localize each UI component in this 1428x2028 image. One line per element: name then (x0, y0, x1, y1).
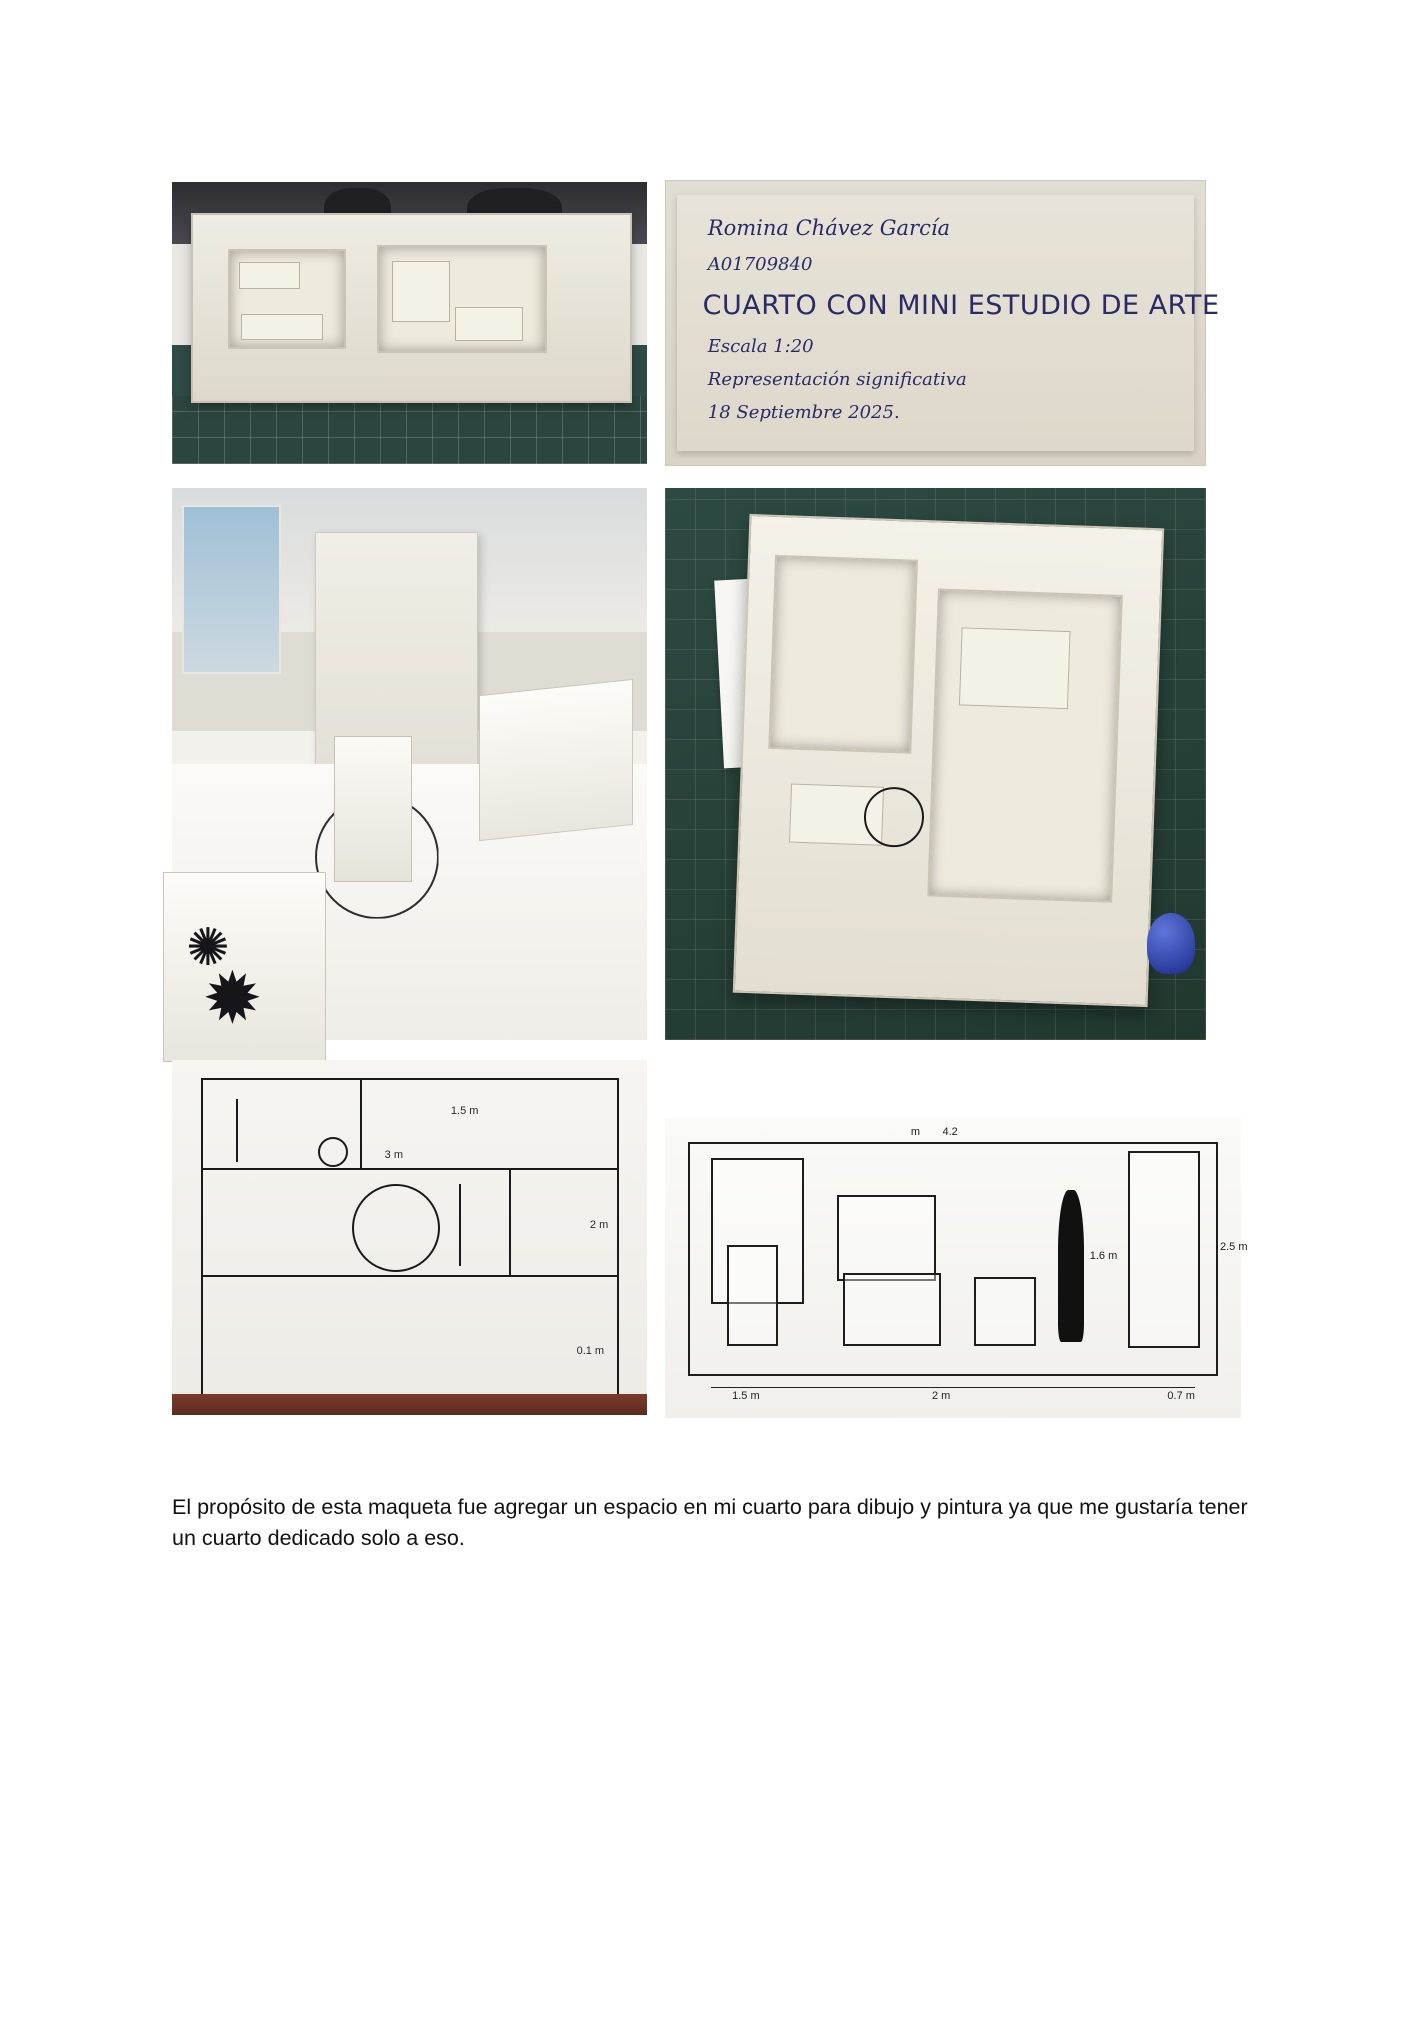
blue-object (1147, 913, 1196, 974)
model-opening-right (377, 245, 547, 353)
photo-title-card-image (665, 180, 1220, 466)
ink-drawing: ✺ (186, 919, 230, 978)
model-room-left (768, 555, 918, 754)
bed-model (479, 679, 633, 841)
mini-furniture (392, 261, 450, 321)
photo-model-front (172, 182, 647, 464)
floorplan-outline (201, 1078, 619, 1398)
plan-dimension-4: 0.1 m (576, 1345, 605, 1358)
page-caption: El propósito de esta maqueta fue agregar un espacio en mi cuarto para dibujo y pintura ya que me gustaría tener un cuarto dedicado solo a eso. (172, 1494, 1248, 1550)
elevation-wardrobe (1128, 1151, 1200, 1348)
photo-room-interior (172, 488, 647, 1040)
photo-floorplan-image (172, 1060, 647, 1415)
plan-wall (509, 1168, 511, 1275)
elevation-bookshelf (837, 1195, 936, 1282)
photo-edge (172, 1394, 647, 1415)
plan-dimension-1: 1.5 m (450, 1104, 479, 1117)
plan-wall (203, 1275, 617, 1277)
mini-furniture (455, 307, 523, 340)
dimension-bottom-center: 2 m (931, 1389, 951, 1402)
mini-furniture (241, 314, 323, 339)
foreground-box (163, 872, 327, 1062)
title-card-sheet (677, 195, 1220, 451)
dimension-bottom-right: 0.7 m (1167, 1389, 1195, 1402)
cutting-mat (172, 396, 647, 464)
plan-dimension-2: 3 m (384, 1149, 403, 1162)
elevation-armchair (843, 1273, 942, 1346)
card-line-title: CUARTO CON MINI ESTUDIO DE ARTE (702, 289, 1220, 321)
elevation-desk-chair (727, 1245, 778, 1346)
card-line-id: A01709840 (707, 253, 813, 275)
dimension-top: 4.2 (942, 1125, 958, 1138)
plan-door-swing (318, 1137, 348, 1167)
dresser-model (334, 736, 412, 882)
plan-wall (360, 1080, 362, 1168)
photo-room-interior-image (172, 488, 647, 1040)
elevation-frame (688, 1125, 1248, 1402)
model-box (191, 213, 632, 403)
human-figure (1058, 1190, 1084, 1342)
dimension-bottom-left: 1.5 m (732, 1389, 760, 1402)
plan-furniture (236, 1099, 238, 1162)
plan-furniture (459, 1184, 461, 1266)
elevation-nightstand (974, 1277, 1036, 1345)
model-opening-left (228, 249, 346, 350)
ink-drawing: ✹ (202, 959, 263, 1040)
photo-floorplan (172, 1060, 647, 1415)
photo-model-front-image (172, 182, 647, 464)
plan-dimension-3: 2 m (589, 1218, 609, 1231)
photo-model-top (665, 488, 1206, 1040)
dimension-figure-height: 1.6 m (1089, 1249, 1118, 1262)
mini-furniture (239, 262, 300, 289)
card-line-scale: Escala 1:20 (707, 335, 814, 357)
model-walls-top (733, 514, 1165, 1007)
photo-elevation (665, 1118, 1248, 1418)
mini-rug (863, 786, 925, 848)
photo-model-top-image (665, 488, 1206, 1040)
window (182, 505, 281, 675)
photo-title-card (665, 180, 1220, 466)
card-line-representation: Representación significativa (707, 368, 967, 390)
photo-elevation-image (665, 1118, 1248, 1418)
plan-rug (352, 1184, 440, 1272)
dimension-right: 2.5 m (1220, 1240, 1248, 1253)
dimension-top-unit: m (910, 1125, 921, 1138)
mini-bed (958, 628, 1070, 710)
card-line-date: 18 Septiembre 2025. (707, 402, 900, 424)
plan-wall (203, 1168, 617, 1170)
dimension-line-bottom (711, 1387, 1195, 1388)
card-line-name: Romina Chávez García (707, 215, 951, 240)
